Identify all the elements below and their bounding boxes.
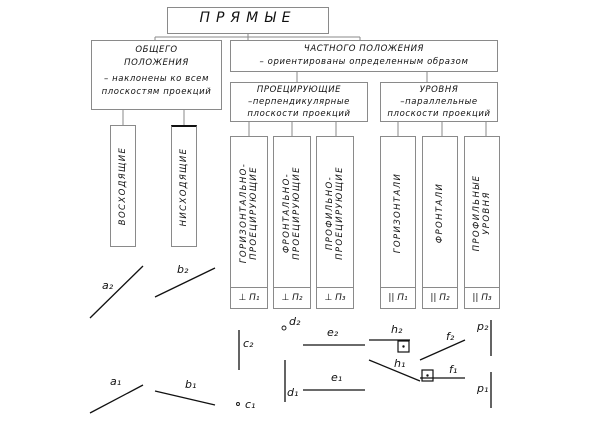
- label-c1: c₁: [245, 398, 256, 411]
- frontally-projecting-line1: ФРОНТАЛЬНО-: [282, 172, 292, 253]
- descending-label: НИСХОДЯЩИЕ: [179, 147, 189, 226]
- label-a1: a₁: [110, 375, 122, 388]
- label-d2: d₂: [289, 315, 301, 328]
- point-d2: [282, 326, 286, 330]
- label-f1: f₁: [449, 363, 458, 376]
- label-h2: h₂: [391, 323, 403, 336]
- symbol-par-p2: || П₂: [423, 287, 457, 308]
- label-b2: b₂: [177, 263, 189, 276]
- projecting-heading: ПРОЕЦИРУЮЩИЕ: [256, 85, 342, 95]
- line-f2: [420, 340, 465, 360]
- profile-projecting-line1: ПРОФИЛЬНО-: [325, 175, 335, 250]
- label-f2: f₂: [446, 330, 455, 343]
- level-desc-2: плоскости проекций: [387, 109, 491, 119]
- symbol-perp-p3: ⊥ П₃: [317, 287, 353, 308]
- symbol-par-p3: || П₃: [465, 287, 499, 308]
- particular-desc: – ориентированы определенным образом: [259, 57, 469, 67]
- label-p2: p₂: [477, 320, 489, 333]
- level-heading: УРОВНЯ: [419, 85, 459, 95]
- general-desc-2: плоскостям проекций: [101, 87, 212, 97]
- symbol-perp-p2: ⊥ П₂: [274, 287, 310, 308]
- general-heading-2: ПОЛОЖЕНИЯ: [124, 58, 189, 68]
- horizontally-projecting-line2: ПРОЕЦИРУЮЩИЕ: [249, 165, 259, 260]
- symbol-par-p1: || П₁: [381, 287, 415, 308]
- line-a2: [90, 266, 143, 318]
- frontals-line1: ФРОНТАЛИ: [435, 182, 445, 243]
- label-p1: p₁: [477, 382, 489, 395]
- label-e2: e₂: [327, 326, 339, 339]
- line-a1: [90, 385, 143, 413]
- symbol-perp-p1: ⊥ П₁: [231, 287, 267, 308]
- label-a2: a₂: [102, 279, 114, 292]
- profile-level-line1: ПРОФИЛЬНЫЕ: [472, 174, 482, 251]
- ascending-label: ВОСХОДЯЩИЕ: [118, 146, 128, 226]
- frontally-projecting-line2: ПРОЕЦИРУЮЩИЕ: [292, 165, 302, 260]
- label-e1: e₁: [331, 371, 343, 384]
- general-desc-1: – наклонены ко всем: [103, 74, 209, 84]
- label-h1: h₁: [394, 357, 406, 370]
- projecting-desc-1: –перпендикулярные: [248, 97, 350, 107]
- horizontals-line1: ГОРИЗОНТАЛИ: [393, 172, 403, 253]
- label-d1: d₁: [287, 386, 299, 399]
- diagram-title: ПРЯМЫЕ: [199, 10, 297, 26]
- particular-heading: ЧАСТНОГО ПОЛОЖЕНИЯ: [303, 44, 425, 54]
- profile-projecting-line2: ПРОЕЦИРУЮЩИЕ: [335, 165, 345, 260]
- projecting-desc-2: плоскости проекций: [247, 109, 351, 119]
- horizontally-projecting-line1: ГОРИЗОНТАЛЬНО-: [239, 162, 249, 263]
- line-b1: [155, 391, 215, 405]
- general-heading-1: ОБЩЕГО: [135, 45, 178, 55]
- profile-level-line2: УРОВНЯ: [482, 190, 492, 235]
- level-desc-1: –параллельные: [400, 97, 478, 107]
- point-c1: [237, 403, 240, 406]
- label-c2: c₂: [243, 337, 254, 350]
- label-b1: b₁: [185, 378, 197, 391]
